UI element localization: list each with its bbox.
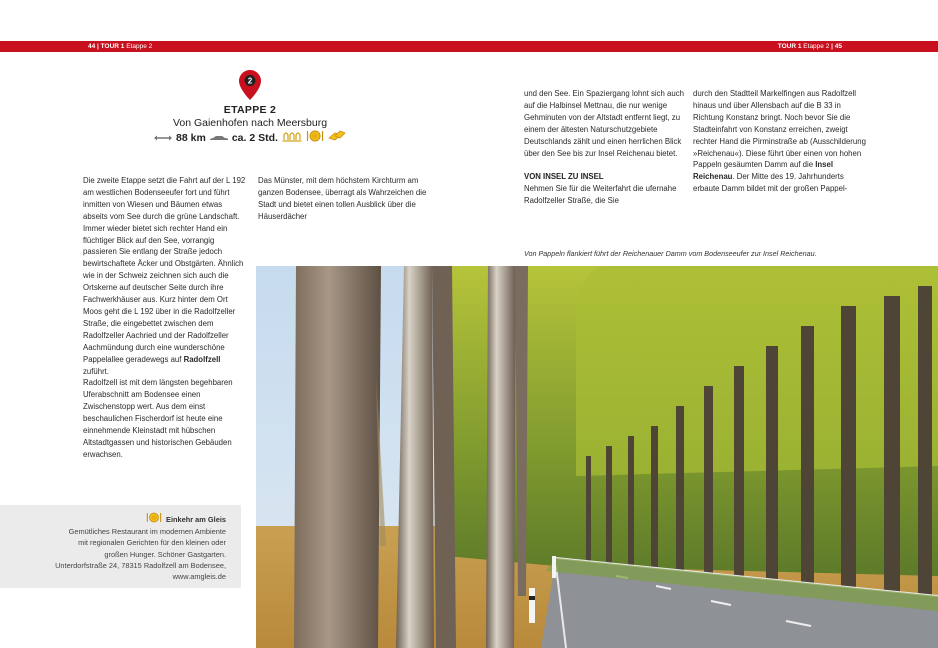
infobox-line: mit regionalen Gerichten für den kleinen oder bbox=[78, 538, 226, 548]
section-heading: VON INSEL ZU INSEL bbox=[524, 172, 604, 182]
stage-title: ETAPPE 2 bbox=[223, 104, 277, 116]
stage-meta bbox=[130, 130, 370, 145]
text-column-2 bbox=[258, 175, 433, 223]
infobox-title-text: Einkehr am Gleis bbox=[166, 514, 226, 524]
paragraph: Nehmen Sie für die Weiterfahrt die ufernahe Radolfzeller Straße, die Sie bbox=[524, 184, 677, 206]
infobox-website[interactable]: www.amgleis.de bbox=[172, 572, 226, 582]
folio-left: 44 | TOUR 1 Etappe 2 bbox=[88, 43, 153, 50]
folio-right: TOUR 1 Etappe 2 | 45 bbox=[777, 43, 842, 50]
page-number-left: 44 bbox=[88, 43, 96, 50]
stage-label-right: Etappe 2 bbox=[803, 43, 830, 50]
infobox-address: Unterdorfstraße 24, 78315 Radolfzell am Bodensee, bbox=[55, 560, 226, 570]
paragraph: durch den Stadtteil Markelfingen aus Radolfzell hinaus und über Allensbach auf die B 33 in Richtung Konstanz bringt. Noch bevor Sie die Stadteinfahrt von Konstanz erreichen, zweigt rechter Hand die Pirminstraße ab (Ausschilderung »Reichenau«). Diese führt über einen von hohen Pappeln gesäumten Damm auf die Insel Reichenau. Der Mitte des 19. Jahrhunderts erbaute Damm bildet mit der großen Pappel- bbox=[693, 89, 866, 194]
stage-subtitle: Von Gaienhofen nach Meersburg bbox=[172, 117, 328, 129]
cheese-icon bbox=[328, 130, 346, 145]
restaurant-infobox bbox=[0, 505, 241, 588]
highlight-insel-reichenau: Insel Reichenau bbox=[693, 160, 834, 182]
page-number-right: 45 bbox=[834, 43, 842, 50]
infobox-line: großen Hunger. Schöner Gastgarten. bbox=[104, 549, 226, 559]
map-pin-icon bbox=[239, 70, 261, 100]
distance-value: 88 km bbox=[176, 131, 206, 144]
svg-text:2: 2 bbox=[247, 76, 253, 86]
photo-caption: Von Pappeln flankiert führt der Reichenauer Damm vom Bodenseeufer zur Insel Reichenau. bbox=[524, 249, 817, 258]
stage-label-left: Etappe 2 bbox=[126, 43, 153, 50]
restaurant-icon bbox=[306, 130, 324, 145]
infobox-line: Gemütliches Restaurant im modernen Ambiente bbox=[68, 527, 226, 537]
text-column-1 bbox=[83, 175, 248, 461]
infobox-title bbox=[10, 512, 226, 526]
poplar-avenue-photo bbox=[256, 266, 938, 648]
tour-label-right: TOUR 1 bbox=[777, 43, 802, 50]
restaurant-icon bbox=[146, 512, 162, 526]
paragraph: und den See. Ein Spaziergang lohnt sich auch auf die Halbinsel Mettnau, die nur wenige Gehminuten von der Altstadt entfernt liegt, zu einem der ältesten Naturschutzgebiete Deutschlands zählt und einen herrlichen Blick über den See bis zur Insel Reichenau bietet. bbox=[524, 89, 684, 158]
tour-label-left: TOUR 1 bbox=[100, 43, 125, 50]
text-column-4 bbox=[693, 88, 868, 195]
sightseeing-icon bbox=[282, 130, 302, 145]
paragraph: Das Münster, mit dem höchstem Kirchturm am ganzen Bodensee, überragt als Wahrzeichen die Stadt und bietet einen tollen Ausblick über die Häuserdächer bbox=[258, 176, 427, 221]
paragraph: Die zweite Etappe setzt die Fahrt auf der L 192 am westlichen Bodenseeufer fort und führt inmitten von Wiesen und Bäumen etwas abseits vom See durch die grüne Landschaft. Immer wieder bietet sich rechter Hand ein flüchtiger Blick auf den See, vorrangig passieren Sie entlang der Straße jedoch bewirtschaftete Äcker und Obstgärten. Ähnlich wie in der Schweiz zeichnen sich auch die Ortskerne auf deutscher Seite durch ihre Fachwerkhäuser aus. Kurz hinter dem Ort Moos geht die L 192 über in die Radolfzeller Straße, die eingebettet zwischen dem Radolfzeller Aachried und der Radolfzeller Aachmündung durch eine wunderschöne Pappelallee geradewegs auf Radolfzell zuführt. bbox=[83, 176, 246, 376]
text-column-3 bbox=[524, 88, 694, 207]
highlight-radolfzell: Radolfzell bbox=[183, 354, 221, 364]
stage-header bbox=[130, 70, 370, 145]
duration-value: ca. 2 Std. bbox=[231, 131, 278, 144]
paragraph: Radolfzell ist mit dem längsten begehbaren Uferabschnitt am Bodensee einen Zwischenstopp wert. Aus dem einst beschaulichen Fischerdorf ist heute eine einnehmende Kleinstadt mit hübschen Altstadtgassen und historischen Gebäuden erwachsen. bbox=[83, 378, 233, 459]
car-icon bbox=[210, 132, 228, 144]
distance-arrow-icon bbox=[154, 132, 172, 144]
